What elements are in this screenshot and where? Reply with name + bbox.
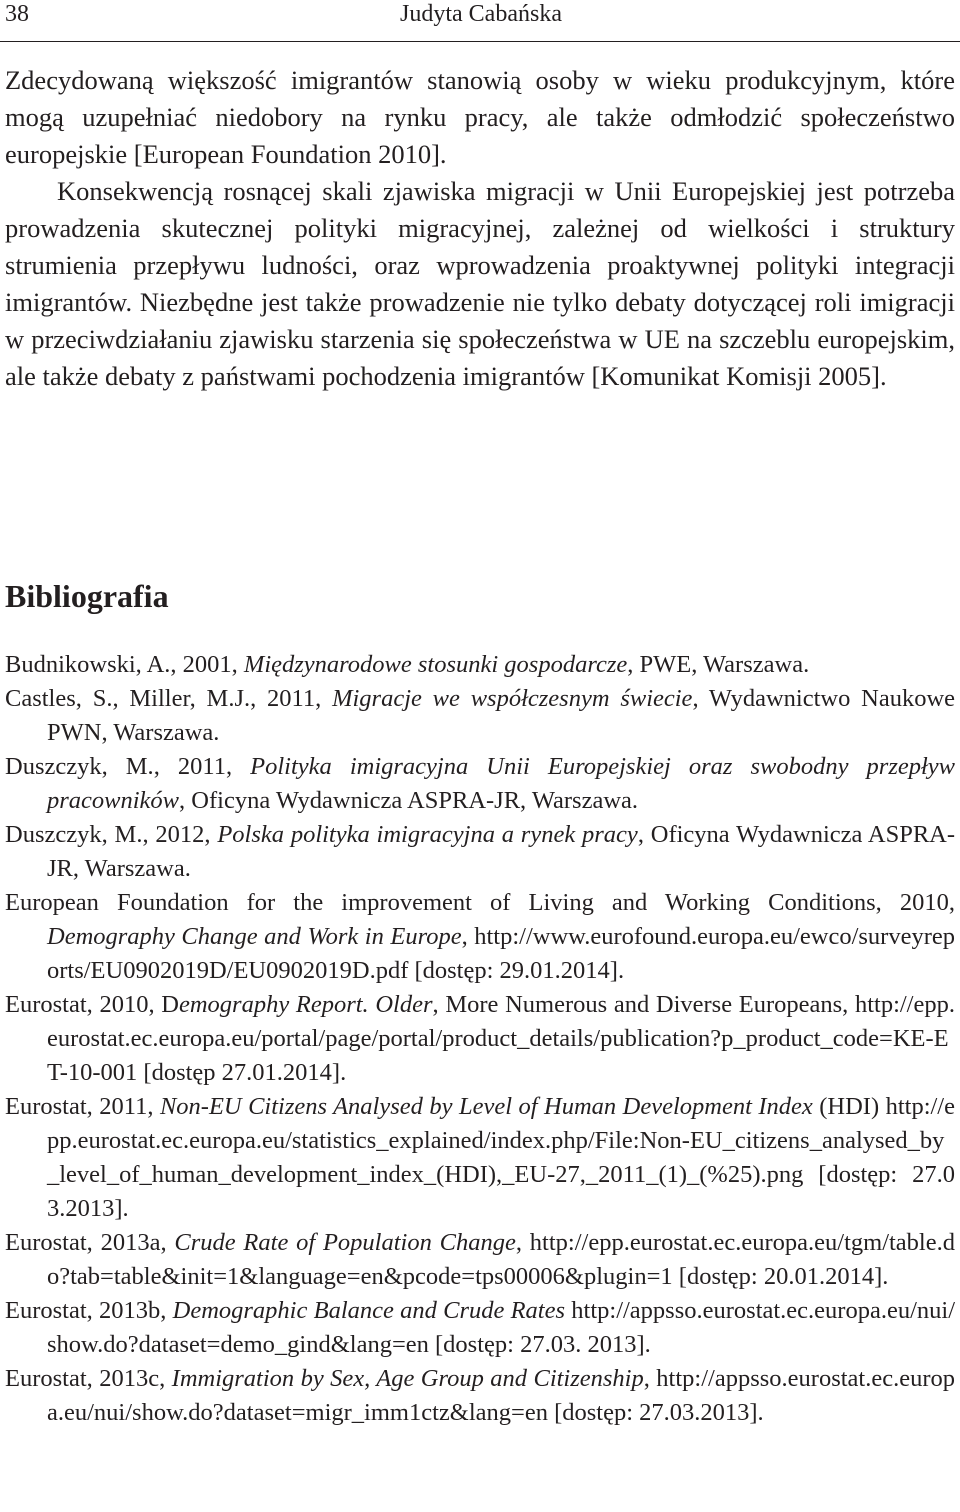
bibliography-entry: Eurostat, 2013b, Demographic Balance and Crude Rates http://appsso.eurostat.ec.europa.eu/nui/show.do?dataset=demo_gind&lang=en [dostęp: 27.03. 2013]. <box>5 1297 956 1358</box>
bibliography-entry: Eurostat, 2013a, Crude Rate of Population Change, http://epp.eurostat.ec.europa.eu/tgm/table.do?tab=table&init=1&language=en&pcode=tps00006&plugin=1 [dostęp: 20.01.2014]. <box>5 1229 955 1290</box>
section-heading-bibliography: Bibliografia <box>5 578 169 614</box>
bib-author: Eurostat <box>5 1229 87 1256</box>
page-number: 38 <box>5 1 29 27</box>
bib-title: emography Report. Older <box>178 991 433 1018</box>
bib-author: European Foundation for the improvement of Living and Working Conditions <box>5 889 876 916</box>
bibliography-entry: Duszczyk, M., 2012, Polska polityka imigracyjna a rynek pracy, Oficyna Wydawnicza ASPRA-JR, Warszawa. <box>5 821 956 882</box>
bib-title: Crude Rate of Population Change <box>174 1229 516 1256</box>
bibliography-entry: Castles, S., Miller, M.J., 2011, Migracje we współczesnym świecie, Wydawnictwo Naukowe PWN, Warszawa. <box>5 685 956 746</box>
bib-author: Eurostat <box>5 1365 87 1392</box>
paragraph: Zdecydowaną większość imigrantów stanowią osoby w wieku produkcyjnym, które mogą uzupełniać niedobory na rynku pracy, ale także odmłodzić społeczeństwo europejskie [European Foundation 2010]. <box>5 65 955 169</box>
bibliography-entry: Eurostat, 2013c, Immigration by Sex, Age Group and Citizenship, http://appsso.eurostat.ec.europa.eu/nui/show.do?dataset=migr_imm1ctz&lang=en [dostęp: 27.03.2013]. <box>5 1365 955 1426</box>
bib-title: Polska polityka imigracyjna a rynek pracy <box>217 821 638 848</box>
bibliography-list <box>5 648 955 1430</box>
bib-title: Demographic Balance and Crude Rates <box>172 1297 566 1324</box>
header-rule <box>0 41 960 42</box>
bibliography-entry: European Foundation for the improvement of Living and Working Conditions, 2010, Demography Change and Work in Europe, http://www.eurofound.europa.eu/ewco/surveyreports/EU0902019D/EU0902019D.pdf [dostęp: 29.01.2014]. <box>5 889 955 984</box>
bib-author: Eurostat <box>5 991 87 1018</box>
bib-author: Duszczyk, M. <box>5 753 154 780</box>
running-title: Judyta Cabańska <box>400 1 562 27</box>
bib-author: Duszczyk, M. <box>5 821 143 848</box>
bibliography-entry: Budnikowski, A., 2001, Międzynarodowe stosunki gospodarcze, PWE, Warszawa. <box>5 651 810 678</box>
bib-title: Demography Change and Work in Europe <box>47 923 462 950</box>
bibliography-entry: Duszczyk, M., 2011, Polityka imigracyjna Unii Europejskiej oraz swobodny przepływ pracowników, Oficyna Wydawnicza ASPRA-JR, Warszawa. <box>5 753 955 814</box>
bib-author: Eurostat <box>5 1093 87 1120</box>
bib-author: Eurostat <box>5 1297 87 1324</box>
bib-title: Międzynarodowe stosunki gospodarcze <box>243 651 628 678</box>
bibliography-entry: Eurostat, 2010, Demography Report. Older, More Numerous and Diverse Europeans, http://epp.eurostat.ec.europa.eu/portal/page/portal/product_details/publication?p_product_code=KE-ET-10-001 [dostęp 27.01.2014]. <box>5 991 955 1086</box>
bib-author: Budnikowski, A. <box>5 651 171 678</box>
bib-title: Immigration by Sex, Age Group and Citizenship <box>171 1365 644 1392</box>
bibliography-entry: Eurostat, 2011, Non-EU Citizens Analysed by Level of Human Development Index (HDI) http://epp.eurostat.ec.europa.eu/statistics_explained/index.php/File:Non-EU_citizens_analysed_by_level_of_human_development_index_(HDI),_EU-27,_2011_(1)_(%25).png [dostęp: 27.03.2013]. <box>5 1093 955 1222</box>
bib-title: Migracje we współczesnym świecie <box>332 685 693 712</box>
bib-title: Non-EU Citizens Analysed by Level of Human Development Index <box>159 1093 813 1120</box>
bib-title: Polityka imigracyjna Unii Europejskiej oraz swobodny przepływ pracowników <box>47 753 955 814</box>
paragraph: Konsekwencją rosnącej skali zjawiska migracji w Unii Europejskiej jest potrzeba prowadzenia skutecznej polityki migracyjnej, zależnej od wielkości i struktury strumienia przepływu ludności, oraz wprowadzenia proaktywnej polityki integracji imigrantów. Niezbędne jest także prowadzenie nie tylko debaty dotyczącej roli imigracji w przeciwdziałaniu zjawisku starzenia się społeczeństwa w UE na szczeblu europejskim, ale także debaty z państwami pochodzenia imigrantów [Komunikat Komisji 2005]. <box>5 176 955 391</box>
body-text <box>5 62 955 395</box>
page-header <box>5 0 955 32</box>
bib-author: Castles, S., Miller, M.J. <box>5 685 251 712</box>
